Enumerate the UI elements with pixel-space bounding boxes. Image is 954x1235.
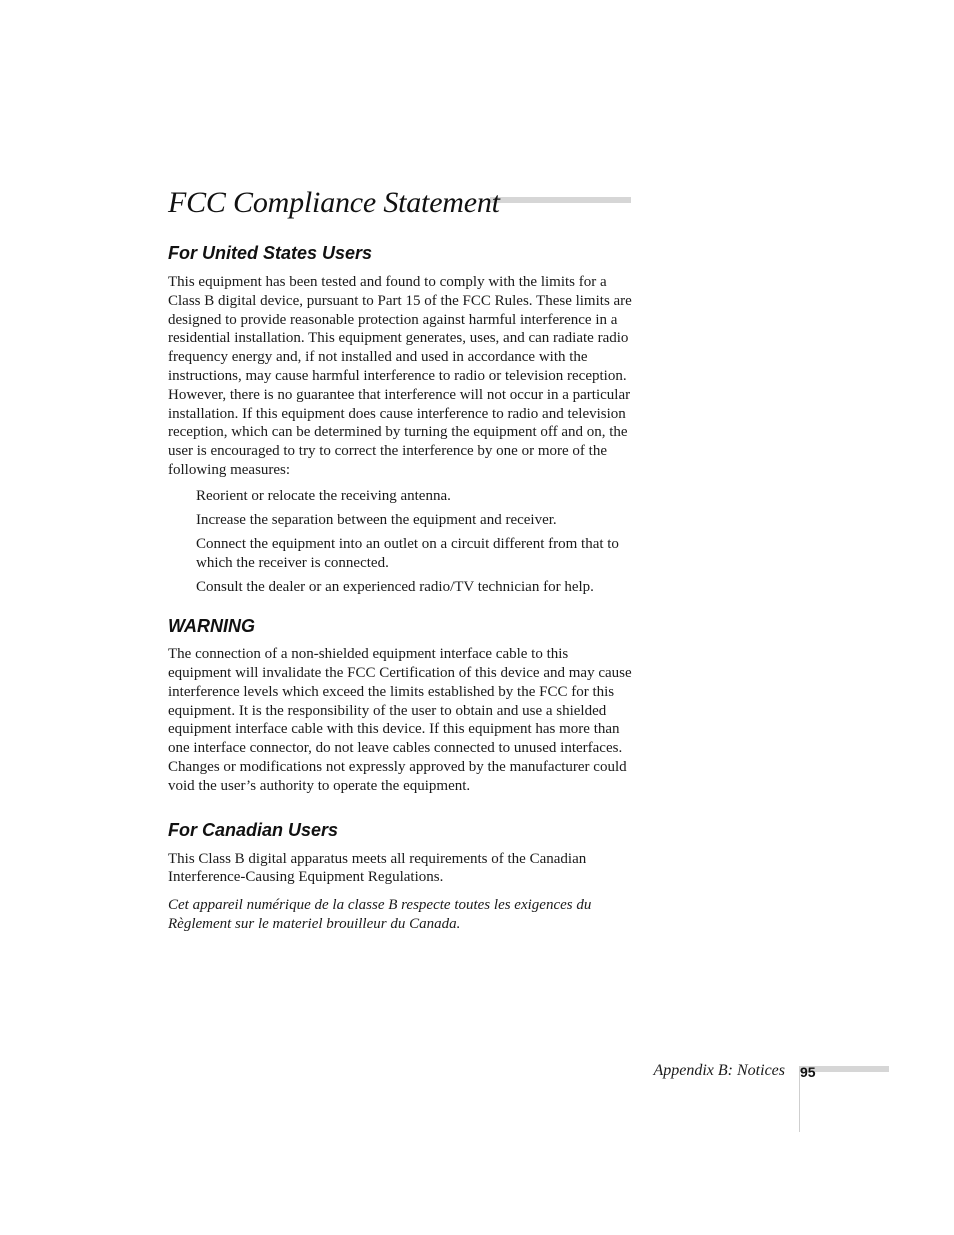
measure-item: Increase the separation between the equipment and receiver. (196, 512, 557, 529)
us-users-heading: For United States Users (168, 243, 373, 263)
measure-item: Connect the equipment into an outlet on a circuit different from that to which the receiver is connected. (196, 536, 619, 572)
warning-body: The connection of a non-shielded equipment interface cable to this equipment will invalidate the FCC Certification of this device and may cause interference levels which exceed the limits established by the FCC for this equipment. It is the responsibility of the user to obtain and use a shielded equipment interface cable with this device. If this equipment has more than one interface connector, do not leave cables connected to unused interfaces. Changes or modifications not expressly approved by the manufacturer could void the user’s authority to operate the equipment. (168, 646, 632, 794)
canadian-users-body: This Class B digital apparatus meets all requirements of the Canadian Interference-Causing Equipment Regulations. (168, 850, 587, 886)
canadian-users-french-body: Cet appareil numérique de la classe B respecte toutes les exigences du Règlement sur le materiel brouilleur du Canada. (168, 897, 592, 933)
canadian-users-heading: For Canadian Users (168, 819, 339, 840)
measures-list (168, 487, 632, 597)
measure-item: Consult the dealer or an experienced radio/TV technician for help. (196, 579, 594, 596)
us-users-body: This equipment has been tested and found to comply with the limits for a Class B digital device, pursuant to Part 15 of the FCC Rules. These limits are designed to provide reasonable protection against harmful interference in a residential installation. This equipment generates, uses, and can radiate radio frequency energy and, if not installed and used in accordance with the instructions, may cause harmful interference to radio or television reception. However, there is no guarantee that interference will not occur in a particular installation. If this equipment does cause interference to radio and television reception, which can be determined by turning the equipment off and on, the user is encouraged to try to correct the interference by one or more of the following measures: (168, 274, 632, 478)
title-rule (490, 197, 631, 203)
page-content (168, 241, 632, 934)
warning-heading: WARNING (168, 616, 255, 637)
footer-section-label: Appendix B: Notices (653, 1062, 785, 1079)
measure-item: Reorient or relocate the receiving antenna. (196, 487, 451, 504)
page-number: 95 (800, 1064, 816, 1080)
page-title: FCC Compliance Statement (168, 186, 500, 219)
